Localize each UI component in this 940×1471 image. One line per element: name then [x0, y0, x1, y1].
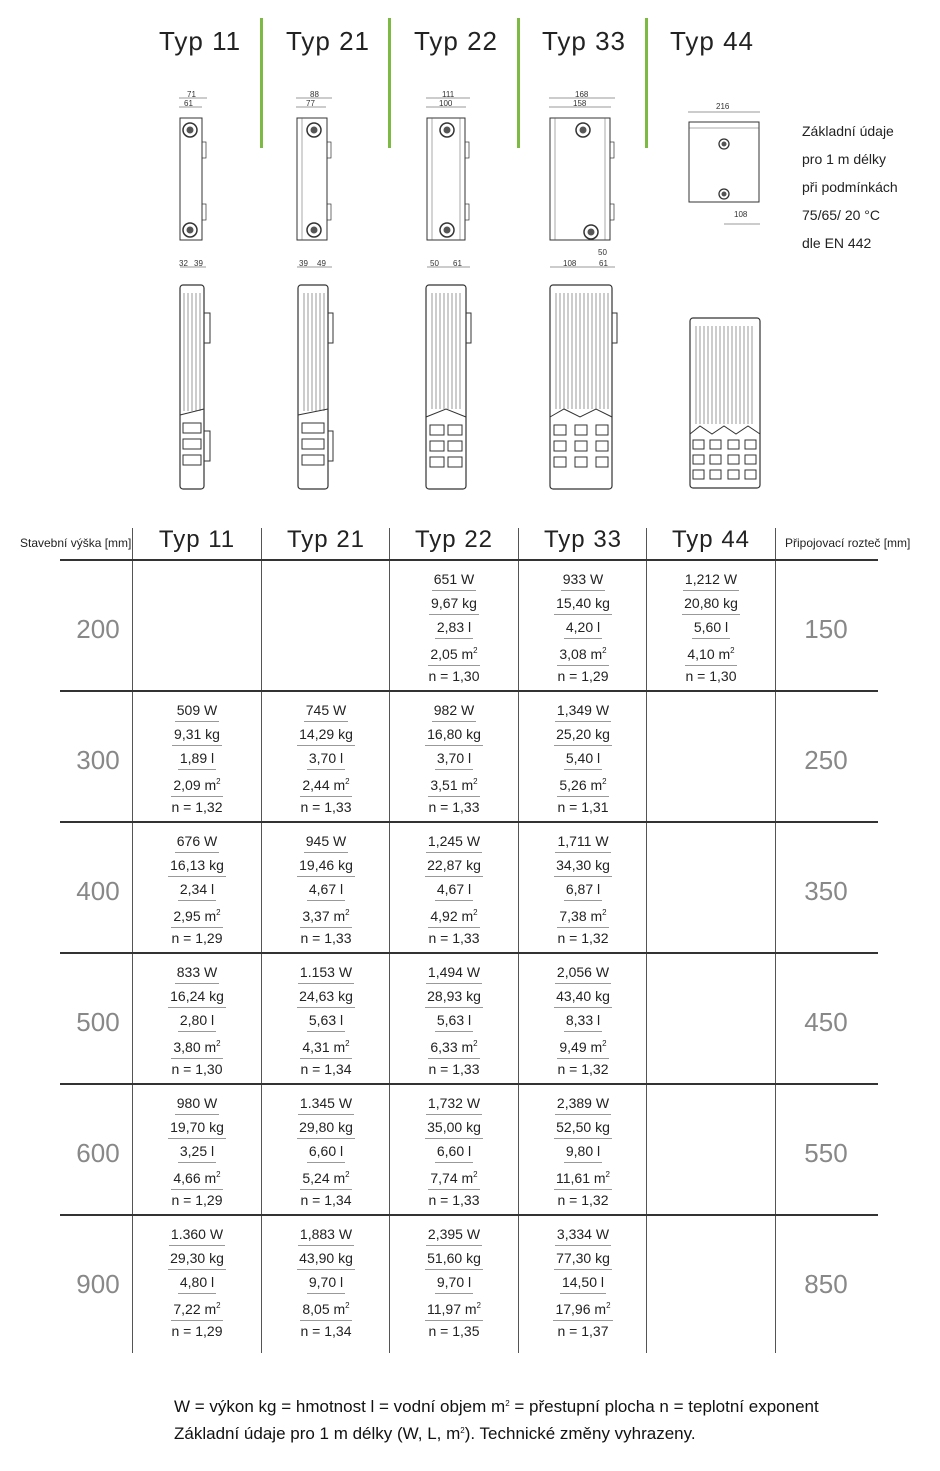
spec-value: 2,80 l [133, 1008, 261, 1032]
row-height-label: 300 [76, 745, 120, 775]
spec-value: 20,80 kg [647, 591, 775, 615]
spec-value: 1,732 W [390, 1091, 518, 1115]
dim-bottom-a: 108 [563, 259, 577, 268]
spec-value: 29,30 kg [133, 1246, 261, 1270]
spec-value: 7,38 $m^2$ [519, 902, 647, 926]
col-head-typ44: Typ 44 [671, 526, 751, 553]
spec-value: 6,60 l [390, 1139, 518, 1163]
spec-value: 8,33 l [519, 1008, 647, 1032]
spec-value: 8,05 $m^2$ [262, 1295, 390, 1319]
spec-value: 7,22 $m^2$ [133, 1295, 261, 1319]
spec-value: 19,46 kg [262, 853, 390, 877]
spec-cell [390, 567, 518, 688]
spec-value: 982 W [390, 698, 518, 722]
spec-value: n = 1,30 [171, 1060, 223, 1077]
radiator-drawing-typ11 [168, 92, 218, 272]
spec-value: 833 W [133, 960, 261, 984]
dim-top-inner: 61 [184, 99, 193, 108]
spec-cell [262, 698, 390, 819]
dim-bottom: 108 [734, 210, 748, 219]
spec-value: 25,20 kg [519, 722, 647, 746]
radiator-section-typ33 [548, 283, 623, 493]
spec-value: n = 1,37 [557, 1322, 609, 1339]
spec-value: n = 1,29 [171, 1191, 223, 1208]
spec-value: 651 W [390, 567, 518, 591]
spec-value: n = 1,30 [428, 667, 480, 684]
spec-value: 933 W [519, 567, 647, 591]
right-header: Připojovací rozteč [mm] [785, 536, 911, 550]
radiator-section-typ22 [424, 283, 474, 493]
spec-value: n = 1,33 [428, 929, 480, 946]
spec-value: n = 1,35 [428, 1322, 480, 1339]
row-spacing-label: 850 [804, 1269, 848, 1299]
spec-value: n = 1,33 [300, 929, 352, 946]
spec-value: 24,63 kg [262, 984, 390, 1008]
spec-value: 1.360 W [133, 1222, 261, 1246]
spec-cell [390, 1222, 518, 1343]
spec-cell [133, 698, 261, 819]
radiator-section-typ11 [176, 283, 216, 493]
spec-cell [262, 1091, 390, 1212]
spec-value: 3,25 l [133, 1139, 261, 1163]
spec-value: 19,70 kg [133, 1115, 261, 1139]
row-height-label: 400 [76, 876, 120, 906]
spec-value: 2,34 l [133, 877, 261, 901]
spec-value: 3,80 $m^2$ [133, 1033, 261, 1057]
spec-value: 4,80 l [133, 1270, 261, 1294]
spec-value: n = 1,33 [428, 1191, 480, 1208]
spec-value: n = 1,31 [557, 798, 609, 815]
dim-top-outer: 88 [310, 90, 319, 99]
row-divider [60, 690, 878, 692]
radiator-section-typ21 [296, 283, 336, 493]
col-head-typ11: Typ 11 [158, 526, 236, 553]
col-head-typ22: Typ 22 [414, 526, 494, 553]
green-divider [260, 18, 263, 148]
spec-value: 6,60 l [262, 1139, 390, 1163]
spec-value: 3,70 l [390, 746, 518, 770]
spec-cell [647, 567, 775, 688]
spec-value: 4,67 l [390, 877, 518, 901]
spec-value: n = 1,32 [557, 1060, 609, 1077]
row-spacing-label: 550 [804, 1138, 848, 1168]
spec-value: 43,90 kg [262, 1246, 390, 1270]
spec-value: 1.153 W [262, 960, 390, 984]
spec-cell [390, 1091, 518, 1212]
spec-value: 9,70 l [390, 1270, 518, 1294]
spec-value: 2,44 $m^2$ [262, 771, 390, 795]
spec-value: 34,30 kg [519, 853, 647, 877]
spec-value: 28,93 kg [390, 984, 518, 1008]
row-height-label: 500 [76, 1007, 120, 1037]
row-spacing-label: 150 [804, 614, 848, 644]
spec-value: 9,70 l [262, 1270, 390, 1294]
basic-info-line: Základní údaje [802, 123, 894, 139]
spec-value: n = 1,32 [557, 929, 609, 946]
spec-value: 3,70 l [262, 746, 390, 770]
spec-cell [519, 829, 647, 950]
spec-value: 2,09 $m^2$ [133, 771, 261, 795]
spec-value: n = 1,29 [171, 929, 223, 946]
spec-cell [519, 1222, 647, 1343]
spec-value: n = 1,33 [428, 1060, 480, 1077]
green-divider [388, 18, 391, 148]
spec-value: 2,95 $m^2$ [133, 902, 261, 926]
col-divider [775, 528, 776, 1353]
spec-value: 16,80 kg [390, 722, 518, 746]
spec-value: 11,97 $m^2$ [390, 1295, 518, 1319]
spec-value: n = 1,32 [557, 1191, 609, 1208]
spec-value: 14,29 kg [262, 722, 390, 746]
spec-value: 11,61 $m^2$ [519, 1164, 647, 1188]
spec-value: 2,395 W [390, 1222, 518, 1246]
spec-value: 5,40 l [519, 746, 647, 770]
spec-value: 1.345 W [262, 1091, 390, 1115]
dim-top-outer: 71 [187, 90, 196, 99]
spec-value: 1,89 l [133, 746, 261, 770]
spec-value: 4,10 $m^2$ [647, 640, 775, 664]
row-spacing-label: 450 [804, 1007, 848, 1037]
spec-value: 15,40 kg [519, 591, 647, 615]
spec-value: 509 W [133, 698, 261, 722]
type-title-22: Typ 22 [413, 26, 499, 56]
spec-value: 9,67 kg [390, 591, 518, 615]
spec-value: 9,80 l [519, 1139, 647, 1163]
spec-value: n = 1,32 [171, 798, 223, 815]
legend [174, 1392, 819, 1446]
spec-cell [519, 698, 647, 819]
spec-value: 2,056 W [519, 960, 647, 984]
dim-top-outer: 111 [442, 90, 455, 99]
dim-top-inner: 100 [439, 99, 453, 108]
spec-value: 3,334 W [519, 1222, 647, 1246]
dim-bottom-a: 50 [430, 259, 439, 268]
spec-value: 9,49 $m^2$ [519, 1033, 647, 1057]
spec-value: n = 1,34 [300, 1060, 352, 1077]
dim-top-inner: 77 [306, 99, 315, 108]
spec-value: 5,63 l [262, 1008, 390, 1032]
spec-value: n = 1,33 [300, 798, 352, 815]
dim-bottom-a: 32 [179, 259, 188, 268]
spec-value: n = 1,33 [428, 798, 480, 815]
type-title-11: Typ 11 [158, 26, 242, 56]
spec-value: n = 1,29 [171, 1322, 223, 1339]
spec-cell [133, 1091, 261, 1212]
spec-value: 22,87 kg [390, 853, 518, 877]
row-height-label: 200 [76, 614, 120, 644]
dim-top-outer: 168 [575, 90, 589, 99]
spec-value: 945 W [262, 829, 390, 853]
col-head-typ33: Typ 33 [543, 526, 623, 553]
spec-cell [262, 960, 390, 1081]
spec-value: 1,711 W [519, 829, 647, 853]
spec-value: 16,13 kg [133, 853, 261, 877]
row-height-label: 600 [76, 1138, 120, 1168]
spec-value: n = 1,29 [557, 667, 609, 684]
dim-bottom-b: 61 [453, 259, 462, 268]
dim-bottom-b: 49 [317, 259, 326, 268]
spec-value: 1,494 W [390, 960, 518, 984]
spec-value: 4,92 $m^2$ [390, 902, 518, 926]
spec-value: 77,30 kg [519, 1246, 647, 1270]
spec-value: 5,60 l [647, 615, 775, 639]
spec-value: 16,24 kg [133, 984, 261, 1008]
basic-info-line: pro 1 m délky [802, 151, 887, 167]
spec-value: 4,20 l [519, 615, 647, 639]
spec-value: 1,883 W [262, 1222, 390, 1246]
spec-value: 1,349 W [519, 698, 647, 722]
spec-value: 52,50 kg [519, 1115, 647, 1139]
spec-value: 4,66 $m^2$ [133, 1164, 261, 1188]
type-title-21: Typ 21 [285, 26, 371, 56]
spec-value: 29,80 kg [262, 1115, 390, 1139]
basic-info-line: při podmínkách [802, 179, 898, 195]
spec-value: 5,26 $m^2$ [519, 771, 647, 795]
dim-side: 50 [598, 248, 607, 257]
spec-cell [519, 567, 647, 688]
spec-cell [262, 829, 390, 950]
spec-value: n = 1,34 [300, 1322, 352, 1339]
spec-value: n = 1,34 [300, 1191, 352, 1208]
spec-cell [390, 960, 518, 1081]
spec-cell [133, 829, 261, 950]
dim-bottom-a: 39 [299, 259, 308, 268]
radiator-drawing-typ44 [682, 100, 772, 230]
radiator-drawing-typ22 [420, 92, 480, 272]
dim-bottom-b: 39 [194, 259, 203, 268]
spec-value: 5,24 $m^2$ [262, 1164, 390, 1188]
left-header: Stavební výška [mm] [20, 536, 132, 550]
spec-value: 6,87 l [519, 877, 647, 901]
col-head-typ21: Typ 21 [286, 526, 366, 553]
spec-value: 5,63 l [390, 1008, 518, 1032]
basic-info-line: 75/65/ 20 °C [802, 207, 880, 223]
spec-value: 4,67 l [262, 877, 390, 901]
spec-value: 35,00 kg [390, 1115, 518, 1139]
type-title-44: Typ 44 [669, 26, 755, 56]
spec-value: 6,33 $m^2$ [390, 1033, 518, 1057]
spec-value: 17,96 $m^2$ [519, 1295, 647, 1319]
legend-line-2: Základní údaje pro 1 m délky (W, L, $m^2$). Technické změny vyhrazeny. [174, 1424, 696, 1443]
row-divider [60, 821, 878, 823]
spec-value: 2,389 W [519, 1091, 647, 1115]
spec-value: 980 W [133, 1091, 261, 1115]
spec-value: n = 1,30 [685, 667, 737, 684]
radiator-drawing-typ33 [545, 92, 625, 272]
dim-bottom-b: 61 [599, 259, 608, 268]
spec-cell [519, 960, 647, 1081]
spec-value: 51,60 kg [390, 1246, 518, 1270]
spec-cell [390, 829, 518, 950]
spec-cell [390, 698, 518, 819]
spec-cell [133, 1222, 261, 1343]
basic-info [802, 117, 898, 257]
spec-value: 4,31 $m^2$ [262, 1033, 390, 1057]
row-spacing-label: 250 [804, 745, 848, 775]
legend-line-1: W = výkon kg = hmotnost l = vodní objem $m^2$ = přestupní plocha n = teplotní exponent [174, 1397, 819, 1416]
spec-value: 3,08 $m^2$ [519, 640, 647, 664]
spec-value: 9,31 kg [133, 722, 261, 746]
basic-info-line: dle EN 442 [802, 235, 872, 251]
row-divider [60, 952, 878, 954]
spec-value: 1,212 W [647, 567, 775, 591]
spec-value: 745 W [262, 698, 390, 722]
type-title-33: Typ 33 [541, 26, 627, 56]
row-divider [60, 1214, 878, 1216]
row-height-label: 900 [76, 1269, 120, 1299]
radiator-section-typ44 [688, 316, 763, 494]
spec-cell [262, 1222, 390, 1343]
spec-cell [519, 1091, 647, 1212]
row-divider [60, 559, 878, 561]
spec-value: 3,37 $m^2$ [262, 902, 390, 926]
spec-value: 14,50 l [519, 1270, 647, 1294]
row-spacing-label: 350 [804, 876, 848, 906]
spec-value: 3,51 $m^2$ [390, 771, 518, 795]
dim-top: 216 [716, 102, 730, 111]
spec-cell [133, 960, 261, 1081]
spec-value: 1,245 W [390, 829, 518, 853]
radiator-drawing-typ21 [290, 92, 340, 272]
spec-value: 7,74 $m^2$ [390, 1164, 518, 1188]
row-divider [60, 1083, 878, 1085]
dim-top-inner: 158 [573, 99, 587, 108]
spec-value: 676 W [133, 829, 261, 853]
spec-value: 2,83 l [390, 615, 518, 639]
spec-value: 43,40 kg [519, 984, 647, 1008]
spec-value: 2,05 $m^2$ [390, 640, 518, 664]
